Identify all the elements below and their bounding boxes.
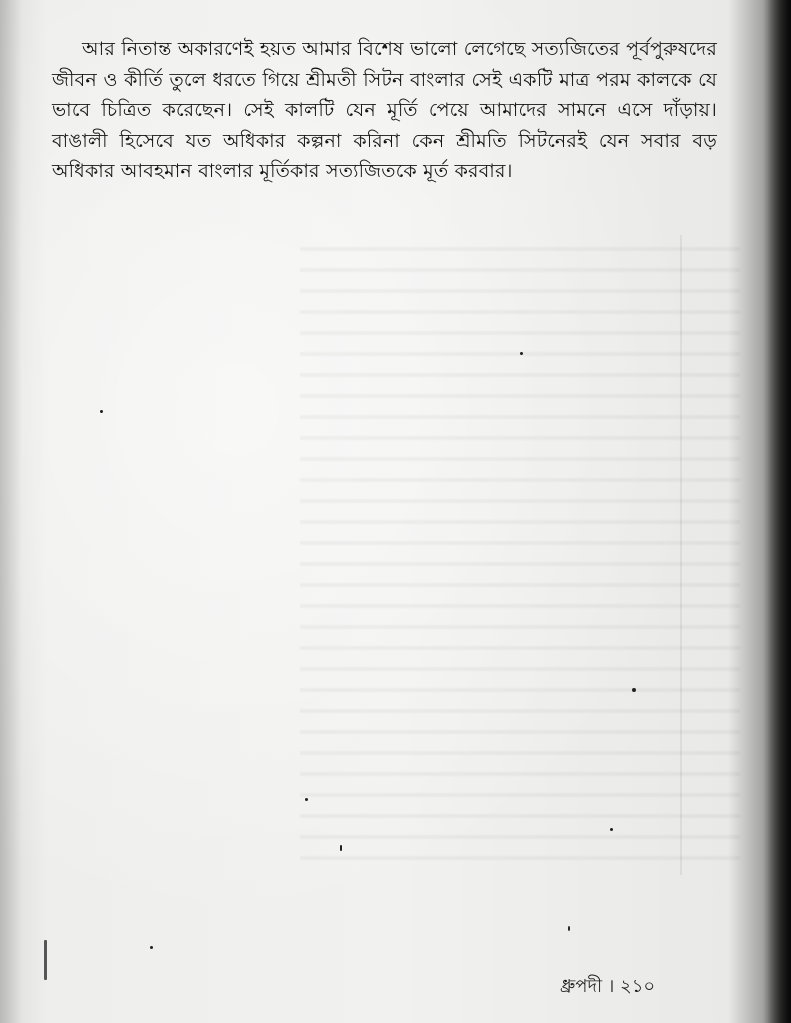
reverse-side-rule — [680, 235, 682, 875]
page-footer: ধ্রুপদী । ২১০ — [560, 976, 656, 997]
page-left-edge — [0, 0, 22, 1023]
body-paragraph: আর নিতান্ত অকারণেই হয়ত আমার বিশেষ ভালো লেগেছে সত্যজিতের পূর্বপুরুষদের জীবন ও কীর্তি তুলে ধরতে গিয়ে শ্রীমতী সিটন বাংলার সেই একটি মাত্র পরম কালকে যে ভাবে চিত্রিত করেছেন। সেই কালটি যেন মূর্তি পেয়ে আমাদের সামনে এসে দাঁড়ায়। বাঙালী হিসেবে যত অধিকার কল্পনা করিনা কেন শ্রীমতি সিটনেরই যেন সবার বড় অধিকার আবহমান বাংলার মূর্তিকার সত্যজিতকে মূর্ত করবার। — [52, 38, 717, 182]
page-gutter-shadow — [763, 0, 791, 1023]
reverse-side-bleed-through — [300, 230, 740, 870]
